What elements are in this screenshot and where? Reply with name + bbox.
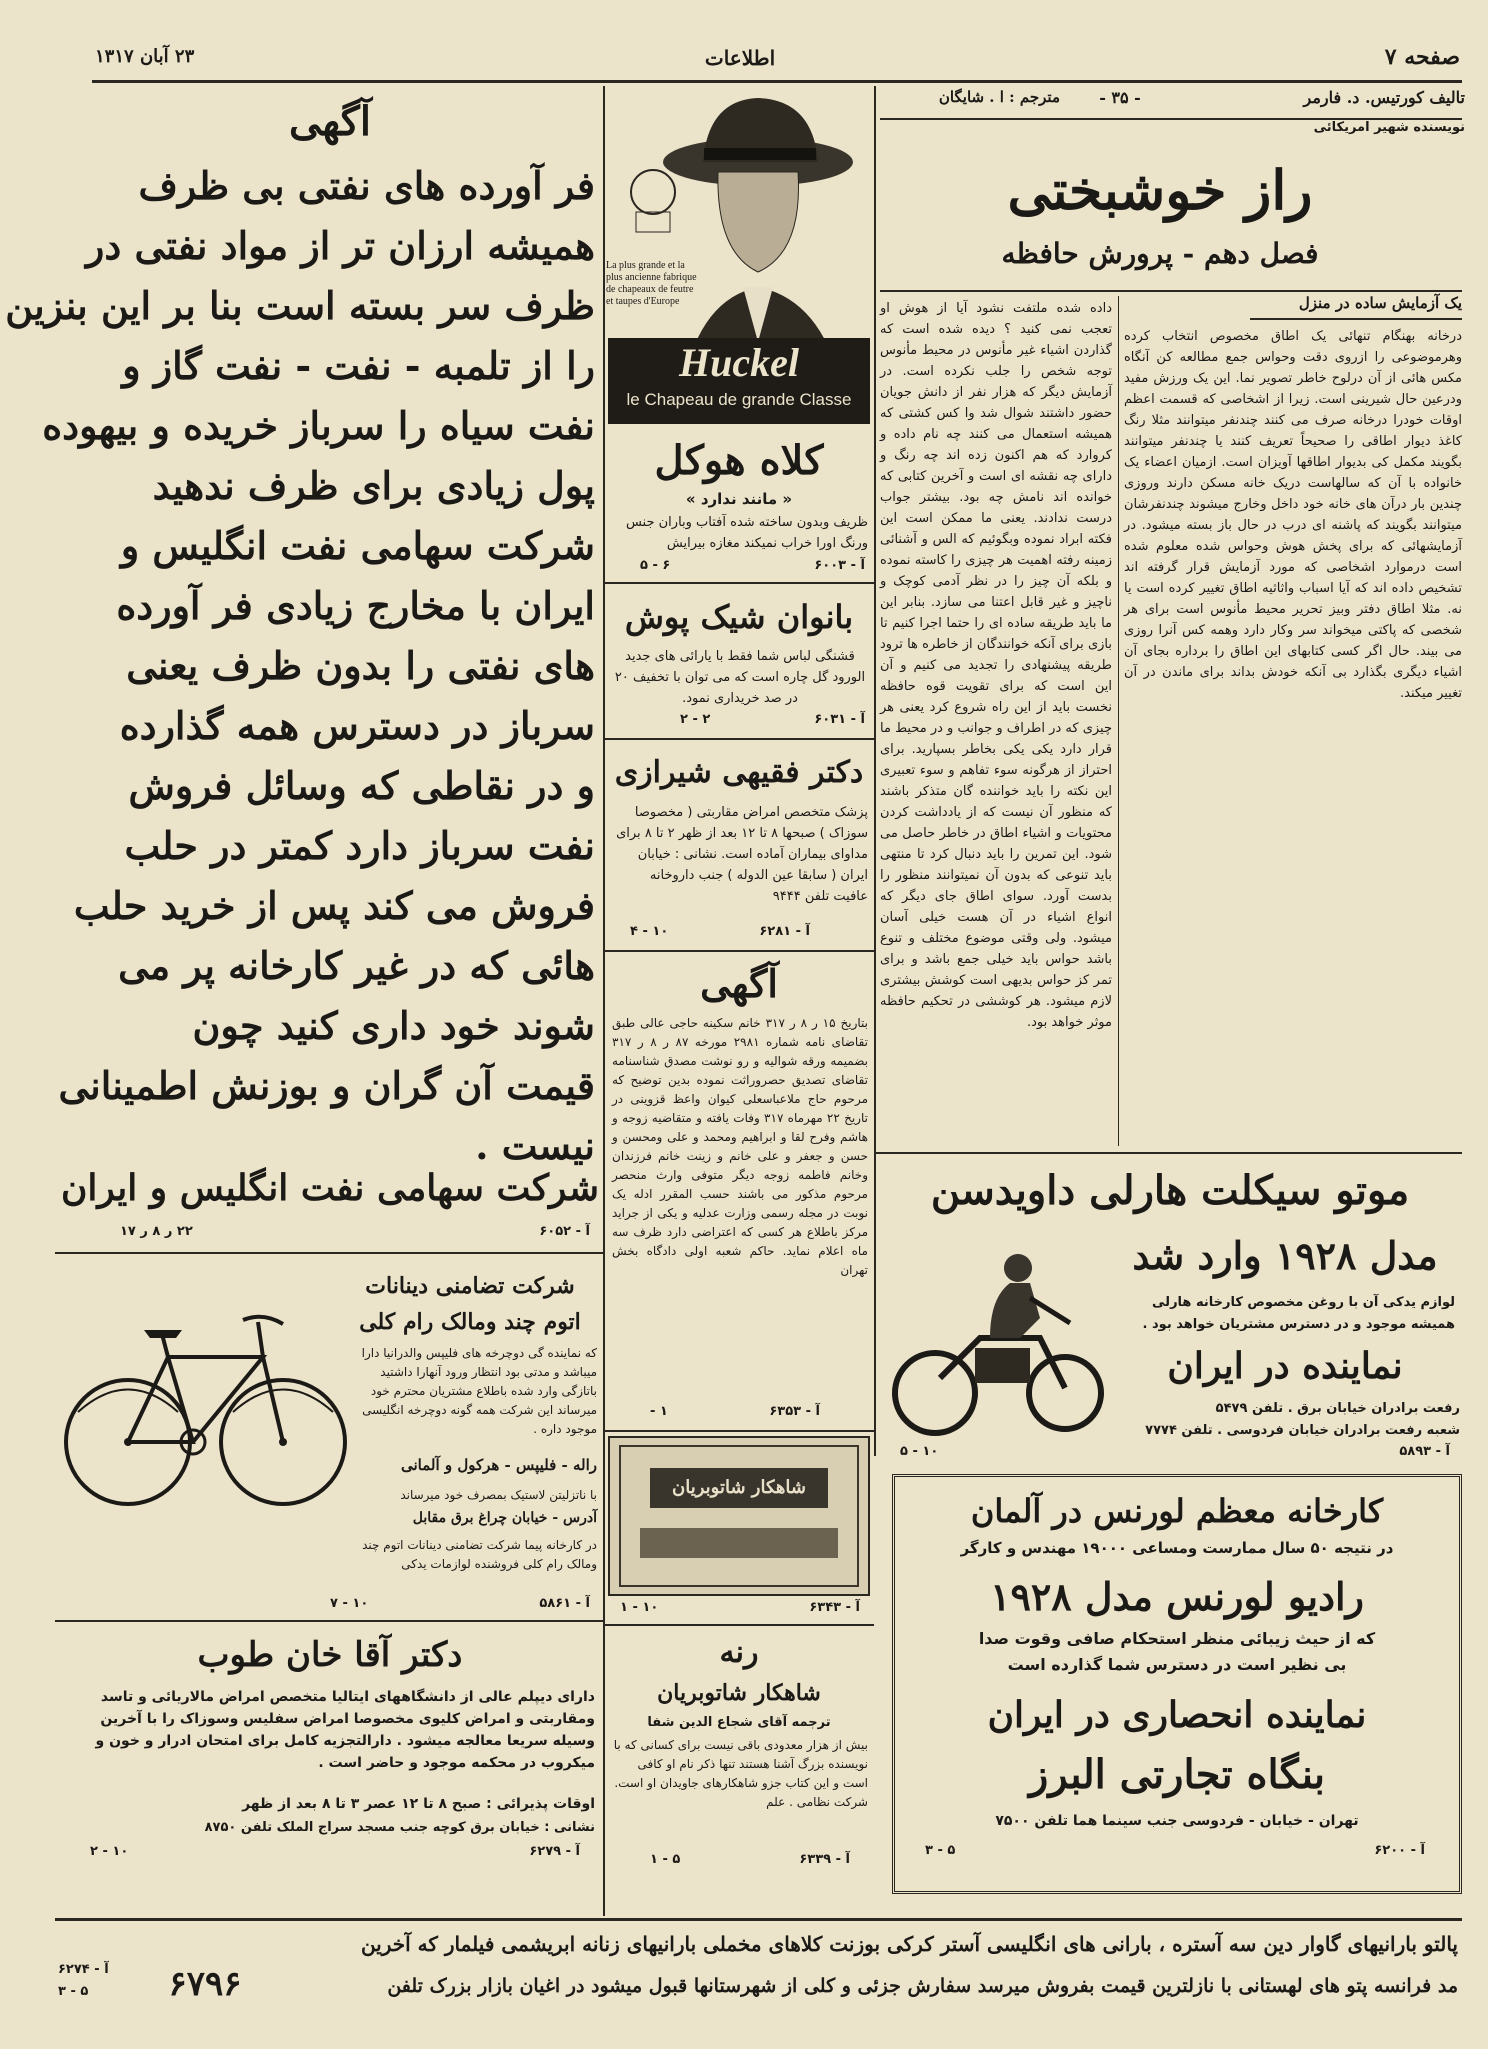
bottom-rule [55,1918,1462,1921]
oil-line: قیمت آن گران و بوزنش اطمینانی [58,1063,595,1108]
oil-line: فروش می کند پس از خرید حلب [73,883,595,928]
hat-ad-title: کلاه هوکل [654,437,824,484]
oil-line: شوند خود داری کنید چون [192,1003,595,1048]
bicycle-code: آ - ۵۸۶۱ [539,1596,590,1611]
oil-line: هائی که در غیر کارخانه پر می [118,943,595,988]
masthead-rule [92,80,1462,83]
doctor-shirazi-ref: ۱۰ - ۴ [630,924,669,939]
rene-subtitle: شاهکار شاتوبریان [657,1680,821,1706]
rene-body: بیش از هزار معدودی باقی نیست برای کسانی که با نویسنده بزرگ آشنا هستند تنها ذکر نام او کافی است و این کتاب جزو شاهکارهای جاویدان او است. شرکت نظامی . علم [613,1738,868,1809]
radio-title: کارخانه معظم لورنس در آلمان [970,1492,1384,1530]
radio-address: تهران - خیابان - فردوسی جنب سینما هما تلفن ۷۵۰۰ [995,1813,1359,1829]
book-cover-image [608,1436,870,1596]
serial-section-heading: یک آزمایش ساده در منزل [1250,294,1462,320]
bicycle-illustration [58,1262,348,1532]
radio-advertisement [892,1474,1462,1894]
oil-line: پول زیادی برای ظرف ندهید [152,463,595,508]
hat-french-text: La plus grande et la plus ancienne fabrique de chapeaux de feutre et taupes d'Europe [606,260,697,307]
bottom-ad-phone: ۶۷۹۶ [168,1964,242,2004]
motorcycle-drawing [880,1228,1110,1448]
rene-title: رنه [719,1635,759,1670]
bicycle-body: که نماینده گی دوچرخه های فلیپس والدرانیا دارا میباشد و مدتی بود انتظار ورود آنهارا داشتید باتازگی وارد شده باطلاع مشتریان محترم خود میرساند این شرکت همه گونه دوچرخه انگلیسی موجود داره . [361,1346,597,1436]
oil-notice-signature: شرکت سهامی نفت انگلیس و ایران [60,1167,600,1209]
bicycle-title-2: اتوم چند ومالک رام کلی [359,1309,581,1335]
page-number: صفحه ۷ [1384,44,1460,70]
notice-mid-ref: ۱ - [650,1404,668,1419]
bicycle-address: آدرس - خیابان چراغ برق مقابل [412,1510,597,1526]
book-ref: ۱۰ - ۱ [620,1600,659,1615]
rule-mid-5 [605,1624,874,1626]
serial-author-desc: نویسنده شهیر امریکائی [1313,120,1465,135]
newspaper-name: اطلاعات [704,46,776,70]
motorcycle-illustration [880,1228,1110,1448]
hat-ad-code: آ - ۶۰۰۳ [814,558,865,573]
hat-brand: Huckel [679,340,799,385]
rule-mid-4 [605,1430,874,1432]
doctor-aghakhan-hours: اوقات پذیرائی : صبح ۸ تا ۱۲ عصر ۳ تا ۸ بعد از ظهر [242,1796,595,1812]
bicycle-brands: راله - فلیپس - هرکول و آلمانی [401,1456,597,1474]
serial-bottom-rule [876,1152,1462,1154]
radio-code: آ - ۶۲۰۰ [1374,1843,1425,1858]
serial-number: - ۳۵ - [1099,88,1141,107]
moto-ref: ۱۰ - ۵ [900,1444,939,1459]
radio-desc-2: بی نظیر است در دسترس شما گذارده است [1007,1655,1347,1674]
bicycle-drawing [58,1262,348,1532]
serial-column-left: داده شده ملتفت نشود آیا از هوش او تعجب نمی کنید ؟ دیده شده است که گذاردن اشیاء غیر مأنوس در محیط مأنوس توجه شخص را جلب نکرده است. در آزمایش دیگر که هزار نفر از دانش جویان حضور داشتند شوال شد وا کس کشتی که همیشه استعمال می کنند چه نام داده و کروارد که هم اکنون زده اند چه رنگ و دارای چه نقشه ای است و آخرین کتابی که خوانده اند نامش چه بود. بیشتر جواب درست ندادند. یعنی ما ممکن است این فکته ابراد نموده وبگوئیم که الس و آشنائی زمینه رفته اهمیت هر چیزی را کاسته نموده و بلکه آن چیز را در نظر آدمی کوچک و ناچیز و غیر قابل اعتنا می سازد. بنابر این ما باید طریقه ساده ای را حتما اجرا کنیم تا بازی برای آنکه خوانندگان از خاطره ها ترود طریقه پیشنهادی را تجدید می کنیم و آن این است که برای تقویت قوه حافظه نخست باید از این راه شروع کرد یعنی هر چیزی که در اطراف و جوانب و در محیط ما قرار دارد یکی یکی بخاطر بسپارید. برای احتراز از هرگونه سوء تفاهم و سوء تعبیری این نکته را باید خواننده گان متذکر باشند که منظور آن نیست که از یادداشت کردن محتویات و اشیاء اطاق در خاطر حاصل می شود. این تمرین را باید دنبال کرد تا منتهی باید تنوعی که بدون آن نمیتوانند منظور را بدست آورد. سوای اطاق جای دیگر که انواع اشیاء در آن هست خیلی آسان میشود. ولی وقتی موضوع مختلف و تنوع باشد حواس باید خیلی جمع باشد و برای تمر کز حواس بدیهی است کوشش بیشتری لازم میشود. هر کوششی در تحکیم حافظه موثر خواهد بود. [880,301,1112,1030]
hat-ad-subtitle: « مانند ندارد » [685,490,793,508]
rene-translator: ترجمه آقای شجاع الدین شفا [647,1715,831,1730]
oil-line: فر آورده های نفتی بی ظرف [138,163,595,208]
doctor-shirazi-code: آ - ۶۲۸۱ [759,924,810,939]
bicycle-tires: با ناتزلیتن لاستیک بمصرف خود میرساند [400,1488,597,1502]
oil-line: را از تلمبه - نفت - نفت گاز و [122,343,595,388]
doctor-aghakhan-address: نشانی : خیابان برق کوچه جنب مسجد سراج الملک تلفن ۸۷۵۰ [204,1820,595,1835]
serial-title-rule [880,290,1462,292]
moto-line-2: شعبه رفعت برادران خیابان فردوسی . تلفن ۷۷۷۴ [1145,1423,1460,1438]
radio-agency: بنگاه تجارتی البرز [1029,1751,1325,1798]
serial-inner-divider [1118,296,1119,1146]
doctor-aghakhan-body: دارای دیپلم عالی از دانشگاههای ایتالیا متخصص امراض مالاریائی و تاسد ومقاربتی و امراض کلیوی مخصوصا امراض سفلیس وسوزاک را با آخرین وسیله سریعا معالجه میشود . دارالتجزیه کامل برای امتحان ادرار و خون و میکروب در محکمه موجود و حاضر است . [95,1689,595,1771]
oil-line: همیشه ارزان تر از مواد نفتی در [86,223,595,268]
column-divider-right [874,86,876,1456]
radio-rep: نماینده انحصاری در ایران [987,1694,1367,1736]
oil-line: شرکت سهامی نفت انگلیس و [120,523,595,568]
rene-code: آ - ۶۳۳۹ [799,1852,850,1867]
issue-date: ۲۳ آبان ۱۳۱۷ [95,46,195,67]
ladies-ad-title: بانوان شیک پوش [624,598,854,636]
hat-ad-body: ظریف وبدون ساخته شده آفتاب وباران جنس ورنگ اورا خراب نمیکند مغازه بیرایش [625,515,868,551]
moto-line-1: رفعت برادران خیابان برق . تلفن ۵۴۷۹ [1215,1401,1460,1416]
serial-translator: مترجم : ا . شایگان [938,88,1060,106]
rene-ref: ۵ - ۱ [650,1852,681,1867]
book-code: آ - ۶۳۴۳ [809,1600,860,1615]
hat-slogan: le Chapeau de grande Classe [626,390,852,409]
hat-ad-ref: ۶ - ۵ [640,558,671,573]
rule-left-1 [55,1252,603,1254]
rule-mid-3 [605,950,874,952]
book-cover-pattern [610,1438,868,1594]
oil-line: نیست . [475,1123,595,1168]
oil-line: های نفتی را بدون ظرف یعنی [126,643,595,688]
radio-desc-1: که از حیث زیبائی منظر استحکام صافی وقوت صدا [978,1629,1376,1648]
oil-line: نفت سیاه را سرباز خریده و بیهوده [42,403,595,448]
moto-rep: نماینده در ایران [1167,1345,1403,1387]
oil-line: سرباز در دسترس همه گذارده [119,703,595,748]
bicycle-ref: ۱۰ - ۷ [330,1596,369,1611]
oil-line: نفت سرباز دارد کمتر در حلب [124,823,595,868]
ladies-ad-body: قشنگی لباس شما فقط با یارائی های جدید الورود گل چاره است که می توان با تخفیف ۲۰ در صد خریداری نمود. [614,649,866,706]
oil-notice-title: آگهی [289,98,371,145]
bottom-ad-code: آ - ۶۲۷۴ [58,1962,109,1977]
ladies-ad-ref: ۲ - ۲ [680,712,711,727]
book-cover-title: شاهکار شاتوبریان [672,1477,806,1498]
notice-mid-body: بتاریخ ۱۵ ر ۸ ر ۳۱۷ خانم سکینه حاجی عالی طبق تقاضای نامه شماره ۲۹۸۱ مورخه ۸۷ ر ۸ ر ۳۱۷ بضمیمه ورقه شوالیه و رو نوشت مصدق شناسنامه تقاضای تصدیق حصروراثت نموده بدین توضیح که مرحوم حاج ملاعباسعلی کیوان واعظ قزوینی در تاریخ ۲۲ مهرماه ۳۱۷ وفات یافته و متقاضیه زوجه و هاشم وفرح لقا و ابراهیم ومحمد و علی ومحسن و حسن و جعفر و علی خانم و زینت خانم فرزندان وخانم فاطمه زوجه دیگر متوفی وارث منحصر مرحوم مذکور می باشند حسب المقرر ادله یک نوبت در مجله رسمی وزارت عدلیه و یکی از جراید مرکز باطلاع هر کسی که اعتراضی دارد ظرف سه ماه اعلام نماید. حاکم شعبه اولی دادگاه بخش تهران [612,1016,868,1277]
moto-title: موتو سیکلت هارلی داویدسن [930,1167,1410,1214]
radio-ref: ۵ - ۳ [925,1843,956,1858]
radio-sub: در نتیجه ۵۰ سال ممارست ومساعی ۱۹۰۰۰ مهندس و کارگر [960,1539,1394,1557]
oil-notice-ref: ۲۲ ر ۸ ر ۱۷ [120,1224,193,1239]
doctor-shirazi-title: دکتر فقیهی شیرازی [614,755,864,790]
oil-line: ظرف سر بسته است بنا بر این بنزین [5,283,595,328]
bottom-ad-ref: ۵ - ۳ [58,1984,89,1999]
doctor-shirazi-body: پزشک متخصص امراض مقاربتی ( مخصوصا سوزاک ) صبحها ۸ تا ۱۲ بعد از ظهر ۲ تا ۸ برای مداوای بیماران آماده است. نشانی : خیابان ایران ( سابقا عین الدوله ) جنب داروخانه عافیت تلفن ۹۴۴۴ [616,805,868,904]
moto-model: مدل ۱۹۲۸ وارد شد [1132,1233,1438,1278]
serial-chapter: فصل دهم - پرورش حافظه [1001,237,1319,270]
bicycle-title-1: شرکت تضامنی دینانات [365,1273,575,1299]
notice-mid-title: آگهی [700,961,778,1006]
radio-product: رادیو لورنس مدل ۱۹۲۸ [990,1574,1364,1619]
doctor-aghakhan-title: دکتر آقا خان طوب [197,1635,463,1675]
rule-mid-1 [605,582,874,584]
rule-left-2 [55,1620,603,1622]
serial-title: راز خوشبختی [1007,158,1313,222]
ladies-ad-code: آ - ۶۰۳۱ [814,712,865,727]
hat-brand-banner [608,338,870,424]
column-divider-left [603,86,605,1916]
oil-notice-body [5,156,595,1186]
moto-body-1: لوازم یدکی آن با روغن مخصوص کارخانه هارلی [1152,1295,1455,1310]
moto-code: آ - ۵۸۹۳ [1399,1444,1450,1459]
bottom-ad-line-2: مد فرانسه پتو های لهستانی با نازلترین قیمت بفروش میرسد سفارش جزئی و کلی از شهرستانها قبول میشود در اغیان بازار بزرک تلفن [387,1975,1458,1997]
oil-line: ایران با مخارج زیادی فر آورده [116,583,595,628]
notice-mid-code: آ - ۶۳۵۳ [769,1404,820,1419]
oil-line: و در نقاطی که وسائل فروش [128,763,595,808]
serial-author: تالیف کورتیس. د. فارمر [1303,88,1465,107]
moto-body-2: همیشه موجود و در دسترس مشتریان خواهد بود . [1142,1317,1455,1332]
rule-mid-2 [605,738,874,740]
bottom-ad-line-1: پالتو بارانیهای گاوار دین سه آستره ، بارانی های انگلیسی آستر کرکی بوزنت کلاهای مخملی بارانیهای زنانه ابریشمی فیلمار که آخرین [360,1932,1458,1956]
oil-notice-code: آ - ۶۰۵۲ [539,1224,590,1239]
serial-column-right: درخانه بهنگام تنهائی یک اطاق مخصوص انتخاب کرده وهرموضوعی را ازروی دقت وحواس جمع مطالعه کن آنگاه مکس هائی از آن درلوح خاطر تصویر نما. این یک ورزش مفید ودرعین حال شیرینی است. زیرا از اشخاصی که قسمت اعظم اوقات خودرا درخانه صرف می کنند چندنفر میتوانند مثلا رنگ کاغذ دیوار اطاقی را صحیحاً تعریف کنند یا چندنفر میتوانند بگویند مکمل کی بدیوار اطاقها آویزان است. ازمیان اعضاء یک خانواده با آن که سالهاست دریک خانه مسکن دارند وروزی چندین بار درآن های خانه خود داخل وخارج میشوند چندنفرشان میتوانند بگویند که پاشنه ای درب در حال باز بسته میشود. در آزمایشهائی که برای پخش هوش وحواس شده معلوم شده است درموارد اشخاصی که مورد آزمایش قرار گرفته اند تشخیص داده اند که آیا اسباب واثاثیه اطاق تغییر کرده است یا نه. مثلا اطاق دفتر وبیز تحریر محیط مأنوس است برای هر شخصی که پاکتی میخواند سر وکار دارد وهمه کس آنرا روزی می بیند. حال اگر کسی کتابهای این اطاق را برداره بجای آن اشیاء دیگری بگذارد بی آنکه خودش بداند برای ماندن در آن تغییر میکند. [1124,329,1462,701]
doctor-aghakhan-ref: ۱۰ - ۲ [90,1844,129,1859]
doctor-aghakhan-code: آ - ۶۲۷۹ [529,1844,580,1859]
bicycle-extra: در کارخانه پیما شرکت تضامنی دینانات اتوم چند ومالک رام کلی فروشنده لوازمات یدکی [362,1538,597,1571]
